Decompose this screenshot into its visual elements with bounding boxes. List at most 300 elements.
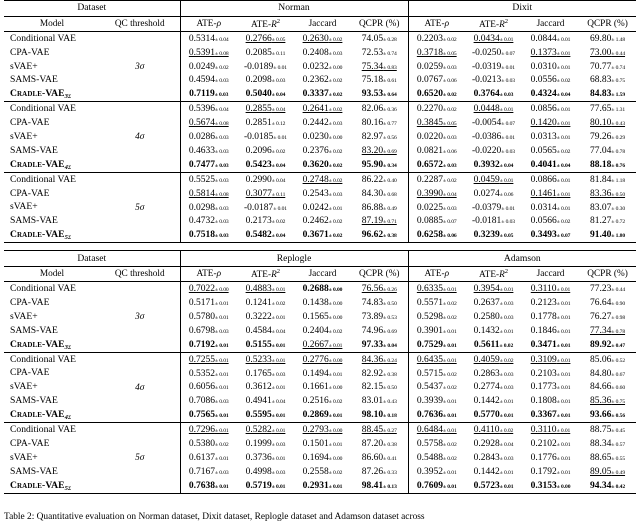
table-row (4, 282, 636, 296)
metric-cell: 0.2637± 0.03 (473, 298, 514, 309)
metric-cell: 0.2173± 0.02 (245, 216, 286, 227)
col-metric: ATE-ρ (180, 17, 237, 32)
metric-cell: 0.2580± 0.03 (473, 311, 514, 322)
metric-cell: 0.4594± 0.03 (188, 75, 229, 86)
metric-cell: 0.7638± 0.01 (188, 480, 229, 491)
metric-cell: 0.7296± 0.01 (180, 423, 237, 437)
metric-cell: 0.1501± 0.01 (302, 438, 343, 449)
metric-cell: 0.5571± 0.02 (416, 298, 457, 309)
metric-cell: 84.80± 0.67 (590, 368, 626, 379)
col-metric: Jaccard (294, 267, 351, 282)
model-name-cell: Cradle-$VAE_{3\sigma}$ (10, 88, 72, 101)
metric-cell: 0.1776± 0.01 (530, 452, 571, 463)
metric-cell: 0.2863± 0.03 (473, 368, 514, 379)
table-row (4, 437, 636, 451)
metric-cell: 83.20± 0.69 (351, 144, 408, 158)
col-metric: QCPR (%) (579, 267, 636, 282)
metric-cell: 0.5155± 0.01 (245, 339, 286, 350)
metric-cell: 0.4110± 0.02 (465, 423, 522, 437)
model-name-cell: Conditional VAE (4, 172, 100, 186)
metric-cell: 0.1565± 0.00 (302, 311, 343, 322)
dataset-group-name: Replogle (180, 251, 408, 267)
metric-cell: 75.34± 0.83 (351, 60, 408, 74)
metric-cell: 0.2203± 0.02 (408, 32, 465, 46)
metric-cell: 84.30± 0.68 (351, 187, 408, 201)
metric-cell: 0.2774± 0.03 (473, 382, 514, 393)
model-name-cell: CPA-VAE (10, 437, 50, 449)
metric-cell: 88.45± 0.27 (351, 423, 408, 437)
metric-cell: 93.66± 0.56 (590, 410, 626, 421)
metric-cell: 0.1420± 0.01 (530, 118, 571, 129)
metric-cell: 0.0844± 0.01 (522, 32, 579, 46)
metric-cell: 0.2748± 0.02 (294, 172, 351, 186)
metric-cell: -0.0181± 0.03 (472, 216, 515, 227)
metric-cell: 0.2851± 0.12 (245, 118, 286, 129)
metric-cell: -0.0250± 0.07 (472, 47, 515, 58)
table-caption: Table 2: Quantitative evaluation on Norman dataset, Dixit dataset, Replogle dataset and Adamson dataset across (4, 512, 425, 522)
model-name-cell: sVAE+ (10, 451, 38, 463)
metric-cell: 0.1432± 0.01 (473, 325, 514, 336)
metric-cell: 74.83± 0.50 (351, 296, 408, 310)
metric-cell: 79.26± 0.29 (590, 132, 626, 143)
metric-cell: 0.2766± 0.05 (237, 32, 294, 46)
col-qc-threshold: QC threshold (100, 17, 180, 32)
metric-cell: 0.6572± 0.03 (416, 159, 457, 170)
metric-cell: 0.3110± 0.01 (522, 282, 579, 296)
model-name-cell: CPA-VAE (10, 187, 50, 199)
metric-cell: 0.2376± 0.02 (302, 145, 343, 156)
table-row (4, 296, 636, 310)
metric-cell: 0.2102± 0.01 (530, 438, 571, 449)
metric-cell: 0.0556± 0.02 (530, 75, 571, 86)
metric-cell: 0.5715± 0.02 (416, 368, 457, 379)
metric-cell: 0.2667± 0.01 (302, 339, 343, 350)
metric-cell: 0.4732± 0.03 (188, 216, 229, 227)
metric-cell: -0.0386± 0.01 (472, 132, 515, 143)
metric-cell: 0.5719± 0.01 (245, 480, 286, 491)
metric-cell: 0.0310± 0.01 (530, 61, 571, 72)
metric-cell: 0.5770± 0.01 (473, 410, 514, 421)
metric-cell: 88.75± 0.45 (579, 423, 636, 437)
metric-cell: 0.1694± 0.00 (302, 452, 343, 463)
metric-cell: 82.15± 0.50 (351, 381, 408, 395)
table-row (4, 310, 636, 324)
table-row (4, 394, 636, 408)
metric-cell: 0.3493± 0.07 (530, 230, 571, 241)
metric-cell: -0.0213± 0.03 (472, 75, 515, 86)
metric-cell: -0.0319± 0.01 (472, 61, 515, 72)
metric-cell: 0.3718± 0.05 (416, 47, 457, 58)
metric-cell: 0.2776± 0.00 (294, 352, 351, 366)
model-name-cell: SAMS-VAE (10, 395, 58, 407)
metric-cell: 89.92± 0.47 (590, 339, 626, 350)
qc-threshold-cell: 5σ (100, 423, 180, 493)
metric-cell: 0.0566± 0.02 (530, 216, 571, 227)
table-row (4, 324, 636, 338)
metric-cell: 0.5611± 0.02 (473, 339, 514, 350)
metric-cell: 0.7255± 0.01 (180, 352, 237, 366)
metric-cell: 0.7086± 0.03 (188, 396, 229, 407)
metric-cell: 0.0821± 0.06 (416, 145, 457, 156)
metric-cell: 0.5233± 0.01 (237, 352, 294, 366)
metric-cell: 0.0856± 0.01 (522, 102, 579, 116)
metric-cell: 0.2543± 0.03 (302, 188, 343, 199)
model-name-cell: Cradle-$VAE_{5\sigma}$ (10, 229, 72, 242)
metric-cell: 0.7529± 0.01 (416, 339, 457, 350)
metric-cell: 0.3990± 0.04 (416, 188, 457, 199)
metric-cell: 0.6798± 0.03 (188, 325, 229, 336)
metric-cell: 0.1808± 0.01 (530, 396, 571, 407)
metric-cell: 82.06± 0.36 (351, 102, 408, 116)
metric-cell: 74.96± 0.69 (351, 324, 408, 338)
metric-cell: 0.0767± 0.06 (416, 75, 457, 86)
metric-cell: -0.0220± 0.03 (472, 145, 515, 156)
metric-cell: 0.2123± 0.01 (530, 298, 571, 309)
table-row (4, 451, 636, 465)
metric-cell: 0.5171± 0.01 (188, 298, 229, 309)
metric-cell: 0.3337± 0.02 (302, 89, 343, 100)
metric-cell: 0.5380± 0.02 (188, 438, 229, 449)
metric-cell: 0.0249± 0.02 (188, 61, 229, 72)
table-row (4, 215, 636, 229)
metric-cell: 0.0274± 0.06 (473, 188, 514, 199)
metric-cell: 0.0313± 0.01 (530, 132, 571, 143)
model-name-cell: Conditional VAE (4, 352, 100, 366)
metric-cell: 0.1373± 0.01 (530, 47, 571, 58)
metric-cell: 0.2462± 0.02 (302, 216, 343, 227)
metric-cell: -0.0189± 0.01 (244, 61, 287, 72)
metric-cell: 77.65± 1.31 (579, 102, 636, 116)
metric-cell: 0.3471± 0.01 (530, 339, 571, 350)
metric-cell: 88.65± 0.55 (590, 452, 626, 463)
metric-cell: 86.22± 0.40 (351, 172, 408, 186)
metric-cell: 88.18± 0.76 (590, 159, 626, 170)
metric-cell: 72.53± 0.74 (351, 46, 408, 60)
col-model: Model (4, 17, 100, 32)
metric-cell: 0.1494± 0.01 (302, 368, 343, 379)
model-name-cell: SAMS-VAE (10, 215, 58, 227)
metric-cell: 0.6484± 0.01 (408, 423, 465, 437)
metric-cell: 0.0225± 0.03 (416, 202, 457, 213)
metric-cell: 84.36± 0.24 (351, 352, 408, 366)
metric-cell: 0.3939± 0.01 (416, 396, 457, 407)
metric-cell: 0.5040± 0.04 (245, 89, 286, 100)
metric-cell: 0.5482± 0.04 (245, 230, 286, 241)
metric-cell: 0.7518± 0.03 (188, 230, 229, 241)
metric-cell: 0.3222± 0.01 (245, 311, 286, 322)
metric-cell: 0.3077± 0.11 (245, 188, 286, 199)
metric-cell: 0.2096± 0.02 (245, 145, 286, 156)
model-name-cell: CPA-VAE (10, 367, 50, 379)
metric-cell: 0.3952± 0.01 (416, 466, 457, 477)
metric-cell: 0.2270± 0.02 (408, 102, 465, 116)
model-name-cell: Cradle-$VAE_{4\sigma}$ (10, 409, 72, 422)
dataset-header-row (4, 251, 636, 267)
table-row (4, 130, 636, 144)
metric-cell: 77.23± 0.44 (579, 282, 636, 296)
col-metric: QCPR (%) (351, 267, 408, 282)
metric-cell: 0.0448± 0.01 (465, 102, 522, 116)
metric-cell: 0.4041± 0.04 (530, 159, 571, 170)
model-name-cell: CPA-VAE (10, 117, 50, 129)
metric-cell: 0.3620± 0.02 (302, 159, 343, 170)
metric-cell: 0.0286± 0.03 (188, 132, 229, 143)
table-row (4, 338, 636, 352)
table-spacer (4, 243, 636, 250)
metric-cell: 0.0885± 0.07 (416, 216, 457, 227)
metric-cell: 0.5595± 0.01 (245, 410, 286, 421)
metric-cell: 0.3901± 0.01 (416, 325, 457, 336)
metric-cell: 0.1999± 0.03 (245, 438, 286, 449)
metric-cell: 87.26± 0.33 (351, 465, 408, 479)
metric-cell: 0.5437± 0.02 (416, 382, 457, 393)
model-name-cell: Cradle-$VAE_{3\sigma}$ (10, 338, 72, 351)
metric-cell: 0.3110± 0.01 (522, 423, 579, 437)
table-row (4, 187, 636, 201)
qc-threshold-cell: 4σ (100, 102, 180, 172)
metric-cell: 0.4941± 0.04 (245, 396, 286, 407)
metric-cell: 0.5298± 0.02 (416, 311, 457, 322)
metric-cell: 0.5525± 0.03 (180, 172, 237, 186)
metric-cell: 0.0298± 0.03 (188, 202, 229, 213)
metric-cell: 0.2641± 0.02 (294, 102, 351, 116)
model-name-cell: SAMS-VAE (10, 465, 58, 477)
col-metric: ATE-$R^2$ (465, 17, 522, 32)
table-row (4, 88, 636, 102)
metric-cell: 0.2558± 0.02 (302, 466, 343, 477)
metric-cell: 0.7022± 0.00 (180, 282, 237, 296)
col-metric: ATE-ρ (408, 267, 465, 282)
metric-cell: 85.36± 0.75 (590, 396, 626, 407)
model-name-cell: sVAE+ (10, 381, 38, 393)
metric-cell: 0.0259± 0.03 (416, 61, 457, 72)
metric-cell: 0.1846± 0.01 (530, 325, 571, 336)
metric-cell: 0.1442± 0.01 (473, 396, 514, 407)
metric-cell: 0.2442± 0.03 (302, 118, 343, 129)
metric-cell: 0.5314± 0.04 (180, 32, 237, 46)
table-row (4, 352, 636, 366)
model-name-cell: SAMS-VAE (10, 74, 58, 86)
dataset-group-name: Adamson (408, 251, 636, 267)
col-metric: ATE-ρ (408, 17, 465, 32)
metric-cell: 0.0220± 0.03 (416, 132, 457, 143)
metric-cell: 73.00± 0.44 (590, 47, 626, 58)
metric-cell: 77.04± 0.78 (590, 145, 626, 156)
dataset-label: Dataset (4, 251, 180, 267)
metric-cell: 0.3932± 0.04 (473, 159, 514, 170)
col-metric: ATE-$R^2$ (465, 267, 522, 282)
metric-cell: 0.3239± 0.05 (473, 230, 514, 241)
dataset-group-name: Norman (180, 1, 408, 17)
model-name-cell: CPA-VAE (10, 297, 50, 309)
model-name-cell: Cradle-$VAE_{4\sigma}$ (10, 158, 72, 171)
metric-cell: 0.2085± 0.11 (245, 47, 286, 58)
metric-cell: 0.7636± 0.01 (416, 410, 457, 421)
metric-cell: 0.1773± 0.01 (530, 382, 571, 393)
metric-cell: 0.5674± 0.08 (188, 118, 229, 129)
metric-cell: 82.97± 0.56 (351, 130, 408, 144)
metric-cell: 84.83± 1.59 (590, 89, 626, 100)
model-name-cell: Conditional VAE (4, 423, 100, 437)
qc-threshold-cell: 3σ (100, 32, 180, 102)
qc-threshold-cell: 3σ (100, 282, 180, 352)
metric-cell: 80.16± 0.77 (351, 116, 408, 130)
metric-cell: 0.7565± 0.01 (188, 410, 229, 421)
metric-cell: 0.5391± 0.08 (188, 47, 229, 58)
metric-cell: 0.5780± 0.01 (188, 311, 229, 322)
table-row (4, 228, 636, 242)
metric-cell: 74.05± 0.28 (351, 32, 408, 46)
metric-cell: 0.1661± 0.00 (302, 382, 343, 393)
metric-cell: 94.34± 0.42 (590, 480, 626, 491)
model-name-cell: SAMS-VAE (10, 324, 58, 336)
metric-cell: 81.27± 0.72 (590, 216, 626, 227)
metric-cell: 0.2098± 0.03 (245, 75, 286, 86)
col-qc-threshold: QC threshold (100, 267, 180, 282)
table-row (4, 367, 636, 381)
metric-cell: 76.27± 0.98 (590, 311, 626, 322)
model-name-cell: sVAE+ (10, 310, 38, 322)
metric-cell: 75.18± 0.61 (351, 74, 408, 88)
metric-cell: 0.7477± 0.03 (188, 159, 229, 170)
metric-cell: 0.6258± 0.06 (416, 230, 457, 241)
table-row (4, 144, 636, 158)
metric-cell: 0.7609± 0.01 (416, 480, 457, 491)
model-name-cell: sVAE+ (10, 131, 38, 142)
metric-cell: 0.3736± 0.01 (245, 452, 286, 463)
table-row (4, 465, 636, 479)
col-metric: ATE-$R^2$ (237, 267, 294, 282)
metric-cell: 0.7167± 0.03 (188, 466, 229, 477)
metric-cell: 0.0314± 0.01 (530, 202, 571, 213)
metric-cell: 0.5352± 0.01 (188, 368, 229, 379)
metric-cell: 85.06± 0.52 (579, 352, 636, 366)
table-row (4, 201, 636, 215)
metric-cell: 0.2855± 0.04 (237, 102, 294, 116)
metric-cell: 81.84± 1.18 (579, 172, 636, 186)
metric-cell: 0.1241± 0.02 (245, 298, 286, 309)
metric-cell: 0.5814± 0.08 (188, 188, 229, 199)
metric-cell: 0.4883± 0.01 (237, 282, 294, 296)
results-table (4, 0, 636, 243)
metric-cell: 82.92± 0.38 (351, 367, 408, 381)
metric-cell: 0.4633± 0.03 (188, 145, 229, 156)
metric-cell: 70.77± 0.74 (590, 61, 626, 72)
col-metric: ATE-$R^2$ (237, 17, 294, 32)
metric-cell: 0.0434± 0.01 (465, 32, 522, 46)
metric-cell: 0.5396± 0.04 (180, 102, 237, 116)
metric-cell: 87.20± 0.38 (351, 437, 408, 451)
col-metric: QCPR (%) (579, 17, 636, 32)
metric-cell: 0.2793± 0.00 (294, 423, 351, 437)
col-model: Model (4, 267, 100, 282)
metric-cell: 0.0565± 0.02 (530, 145, 571, 156)
metric-cell: 0.6335± 0.01 (408, 282, 465, 296)
metric-cell: 0.1765± 0.03 (245, 368, 286, 379)
metric-cell: 0.2516± 0.02 (302, 396, 343, 407)
metric-cell: 0.2990± 0.04 (237, 172, 294, 186)
metric-cell: 0.2408± 0.03 (302, 47, 343, 58)
metric-cell: 0.3109± 0.01 (522, 352, 579, 366)
table-row (4, 32, 636, 46)
metric-cell: 0.0866± 0.01 (522, 172, 579, 186)
metric-cell: -0.0379± 0.01 (472, 202, 515, 213)
col-metric: Jaccard (294, 17, 351, 32)
dataset-group-name: Dixit (408, 1, 636, 17)
dataset-header-row (4, 1, 636, 17)
model-name-cell: sVAE+ (10, 60, 38, 72)
metric-cell: 87.19± 0.71 (351, 215, 408, 229)
metric-cell: 68.83± 0.75 (590, 75, 626, 86)
metric-cell: 0.3367± 0.01 (530, 410, 571, 421)
metric-cell: 0.2103± 0.01 (530, 368, 571, 379)
col-metric: ATE-ρ (180, 267, 237, 282)
metric-cell: 0.1461± 0.01 (530, 188, 571, 199)
metric-cell: 0.3954± 0.01 (465, 282, 522, 296)
metric-cell: 83.36± 0.50 (590, 188, 626, 199)
table-row (4, 102, 636, 116)
metric-cell: 0.2688± 0.00 (294, 282, 351, 296)
metric-cell: 0.0232± 0.00 (302, 61, 343, 72)
metric-cell: 0.1792± 0.01 (530, 466, 571, 477)
column-header-row (4, 17, 636, 32)
metric-cell: 83.07± 0.30 (590, 202, 626, 213)
metric-cell: 0.1438± 0.00 (302, 298, 343, 309)
col-metric: Jaccard (522, 17, 579, 32)
metric-cell: 84.66± 0.60 (590, 382, 626, 393)
qc-threshold-cell: 5σ (100, 172, 180, 242)
results-table (4, 250, 636, 493)
metric-cell: 0.5758± 0.02 (416, 438, 457, 449)
metric-cell: 97.33± 0.04 (351, 338, 408, 352)
metric-cell: 0.2404± 0.02 (302, 325, 343, 336)
table-row (4, 116, 636, 130)
metric-cell: 0.6056± 0.01 (188, 382, 229, 393)
metric-cell: 0.2869± 0.01 (302, 410, 343, 421)
metric-cell: 89.05± 0.49 (590, 466, 626, 477)
table-row (4, 479, 636, 493)
metric-cell: 0.2362± 0.02 (302, 75, 343, 86)
metric-cell: 0.2928± 0.04 (473, 438, 514, 449)
metric-cell: 83.01± 0.43 (351, 394, 408, 408)
metric-cell: 0.2287± 0.02 (408, 172, 465, 186)
metric-cell: 69.80± 1.48 (579, 32, 636, 46)
metric-cell: 0.2931± 0.01 (302, 480, 343, 491)
metric-cell: 0.0459± 0.01 (465, 172, 522, 186)
model-name-cell: CPA-VAE (10, 46, 50, 58)
model-name-cell: Conditional VAE (4, 102, 100, 116)
metric-cell: 0.4584± 0.04 (245, 325, 286, 336)
metric-cell: 0.6435± 0.01 (408, 352, 465, 366)
metric-cell: 98.10± 0.18 (351, 408, 408, 422)
table-row (4, 381, 636, 395)
metric-cell: 0.7192± 0.01 (188, 339, 229, 350)
metric-cell: 0.2630± 0.02 (294, 32, 351, 46)
metric-cell: 77.34± 0.78 (590, 325, 626, 336)
metric-cell: 86.88± 0.49 (351, 201, 408, 215)
metric-cell: 0.0230± 0.00 (302, 132, 343, 143)
metric-cell: 86.60± 0.41 (351, 451, 408, 465)
model-name-cell: sVAE+ (10, 201, 38, 213)
metric-cell: 73.89± 0.53 (351, 310, 408, 324)
metric-cell: 0.1442± 0.01 (473, 466, 514, 477)
model-name-cell: SAMS-VAE (10, 144, 58, 156)
metric-cell: 0.2843± 0.03 (473, 452, 514, 463)
dataset-label: Dataset (4, 1, 180, 17)
metric-cell: 0.4324± 0.04 (530, 89, 571, 100)
metric-cell: 93.53± 0.64 (351, 88, 408, 102)
metric-cell: 0.5723± 0.01 (473, 480, 514, 491)
